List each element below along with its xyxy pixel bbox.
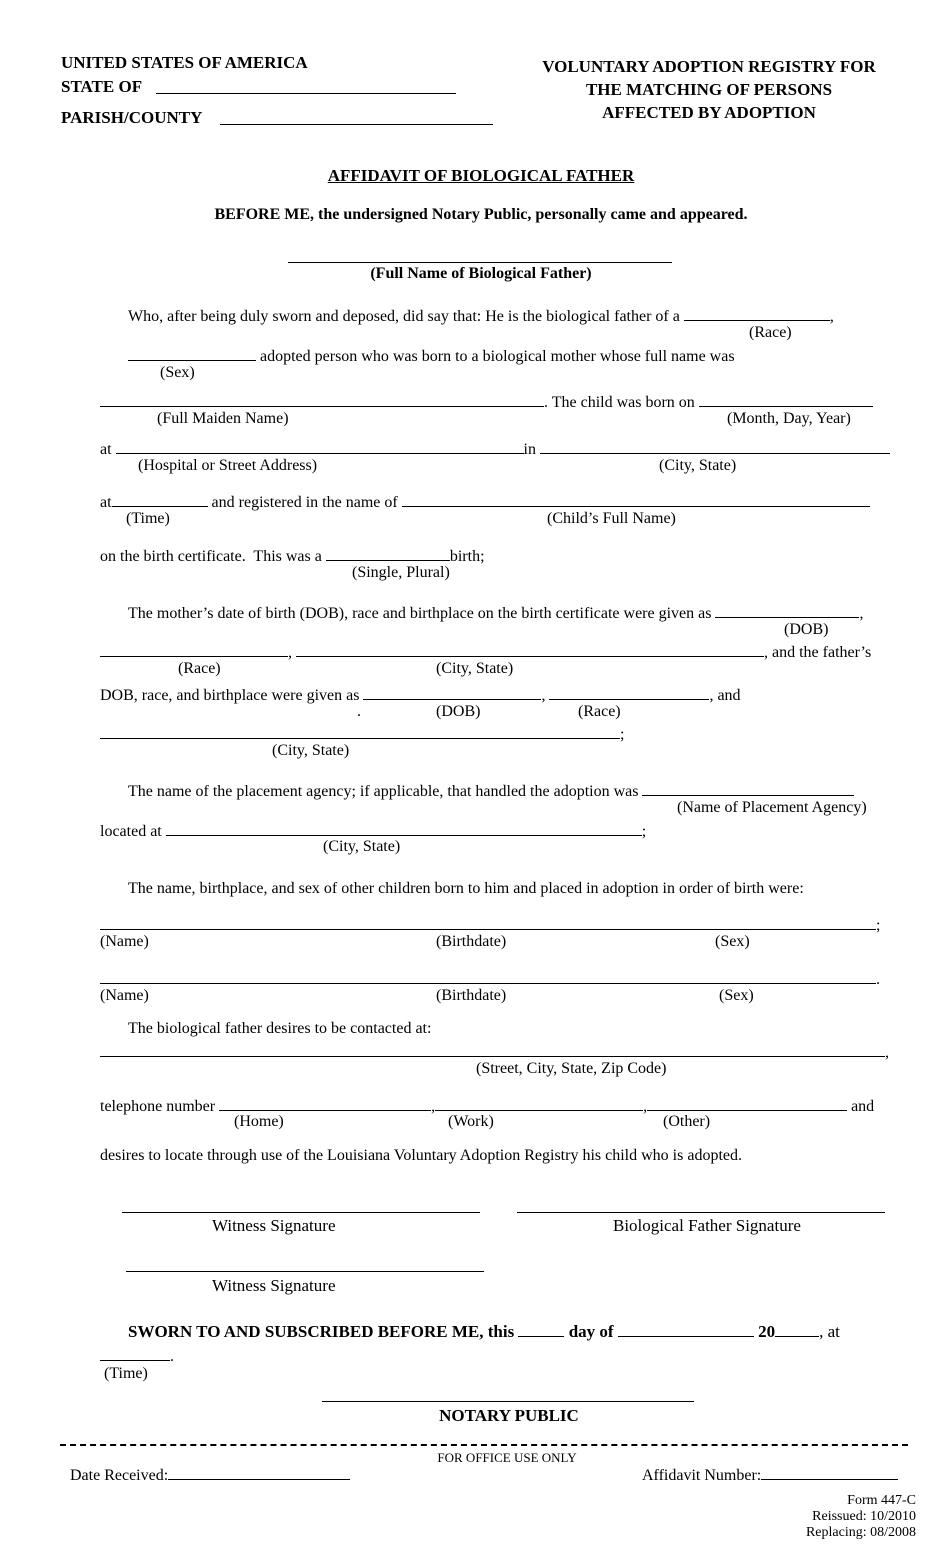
date-received-field[interactable] <box>168 1464 350 1480</box>
office-divider <box>60 1444 908 1446</box>
mother-race-label: (Race) <box>178 660 221 677</box>
mother-birthplace-field[interactable] <box>296 641 764 657</box>
sex-label: (Sex) <box>160 364 195 381</box>
p1-line4: at in <box>100 438 890 458</box>
child1-birthdate-label: (Birthdate) <box>436 933 507 950</box>
mother-dob-field[interactable] <box>715 602 859 618</box>
child1-name-label: (Name) <box>100 933 149 950</box>
time-label: (Time) <box>126 510 170 527</box>
child1-sex-label: (Sex) <box>715 933 750 950</box>
p3-line1: The name of the placement agency; if applicable, that handled the adoption was <box>128 780 854 800</box>
telephone-row: telephone number , , and <box>100 1095 874 1115</box>
sworn-day-field[interactable] <box>518 1320 564 1337</box>
sworn-time-label: (Time) <box>104 1365 148 1382</box>
child2-name-label: (Name) <box>100 987 149 1004</box>
state-label: STATE OF <box>61 77 143 96</box>
p2-line2: , , and the father’s <box>100 641 871 661</box>
race-label: (Race) <box>749 324 792 341</box>
office-heading: FOR OFFICE USE ONLY <box>437 1450 577 1465</box>
form-reissued: Reissued: 10/2010 <box>812 1509 916 1524</box>
state-field[interactable] <box>156 93 456 94</box>
father-name-label: (Full Name of Biological Father) <box>370 265 592 282</box>
p1-line5: at and registered in the name of <box>100 491 870 511</box>
intro-text: BEFORE ME, the undersigned Notary Public, personally came and appeared. <box>214 206 748 223</box>
mother-dob-label: (DOB) <box>784 621 829 638</box>
time-field[interactable] <box>112 491 208 507</box>
child-name-label: (Child’s Full Name) <box>547 510 676 527</box>
home-label: (Home) <box>234 1113 284 1130</box>
child2-row: . <box>100 968 880 988</box>
maiden-name-field[interactable] <box>100 391 544 407</box>
form-number: Form 447-C <box>847 1493 916 1508</box>
birth-date-field[interactable] <box>699 391 873 407</box>
contact-address-label: (Street, City, State, Zip Code) <box>476 1060 667 1077</box>
father-signature-line[interactable] <box>517 1212 885 1213</box>
header-country: UNITED STATES OF AMERICA <box>61 53 308 72</box>
child-name-field[interactable] <box>402 491 870 507</box>
sworn-year-field[interactable] <box>775 1320 819 1337</box>
father-birthplace-label: (City, State) <box>272 742 350 759</box>
birth-type-field[interactable] <box>326 545 450 561</box>
notary-label: NOTARY PUBLIC <box>439 1406 579 1425</box>
agency-location-label: (City, State) <box>323 838 401 855</box>
work-label: (Work) <box>448 1113 494 1130</box>
p1-line1: Who, after being duly sworn and deposed, did say that: He is the biological father of a , <box>128 305 834 325</box>
work-phone-field[interactable] <box>435 1095 643 1111</box>
p6-text: desires to locate through use of the Louisiana Voluntary Adoption Registry his child who is adopted. <box>100 1147 742 1164</box>
p2-line4: ; <box>100 723 624 743</box>
page-title: AFFIDAVIT OF BIOLOGICAL FATHER <box>327 166 635 185</box>
p2-line1: The mother’s date of birth (DOB), race and birthplace on the birth certificate were given as , <box>128 602 863 622</box>
child2-field[interactable] <box>100 968 876 984</box>
child1-row: ; <box>100 914 880 934</box>
birth-city-field[interactable] <box>540 438 890 454</box>
other-phone-field[interactable] <box>647 1095 847 1111</box>
birth-type-label: (Single, Plural) <box>352 564 450 581</box>
father-name-field[interactable] <box>288 262 672 263</box>
father-birthplace-field[interactable] <box>100 723 620 739</box>
stray-period: . <box>357 703 361 720</box>
parish-field[interactable] <box>220 124 493 125</box>
father-race-field[interactable] <box>549 684 709 700</box>
parish-label: PARISH/COUNTY <box>61 108 203 127</box>
father-dob-label: (DOB) <box>436 703 481 720</box>
sworn-time-row: . <box>100 1345 174 1365</box>
father-race-label: (Race) <box>578 703 621 720</box>
p4-text: The name, birthplace, and sex of other children born to him and placed in adoption in order of birth were: <box>128 880 804 897</box>
p2-line3: DOB, race, and birthplace were given as , , and <box>100 684 741 704</box>
sworn-row: SWORN TO AND SUBSCRIBED BEFORE ME, this day of 20 , at <box>128 1320 840 1340</box>
child2-birthdate-label: (Birthdate) <box>436 987 507 1004</box>
date-received-row: Date Received: <box>70 1464 350 1484</box>
father-signature-label: Biological Father Signature <box>613 1216 801 1235</box>
witness1-signature-line[interactable] <box>122 1212 480 1213</box>
registry-title-line3: AFFECTED BY ADOPTION <box>602 103 816 122</box>
hospital-label: (Hospital or Street Address) <box>138 457 318 474</box>
p5-text: The biological father desires to be contacted at: <box>128 1020 432 1037</box>
mother-race-field[interactable] <box>100 641 288 657</box>
affidavit-number-field[interactable] <box>761 1464 898 1480</box>
witness1-label: Witness Signature <box>212 1216 336 1235</box>
registry-title-line2: THE MATCHING OF PERSONS <box>585 80 833 99</box>
child1-field[interactable] <box>100 914 876 930</box>
other-label: (Other) <box>663 1113 711 1130</box>
p3-line2: located at ; <box>100 820 646 840</box>
hospital-field[interactable] <box>116 438 524 454</box>
maiden-name-label: (Full Maiden Name) <box>157 410 289 427</box>
sworn-time-field[interactable] <box>100 1345 170 1361</box>
home-phone-field[interactable] <box>219 1095 431 1111</box>
mother-birthplace-label: (City, State) <box>436 660 514 677</box>
registry-title-line1: VOLUNTARY ADOPTION REGISTRY FOR <box>542 57 876 76</box>
sex-field[interactable] <box>128 345 256 361</box>
birth-date-label: (Month, Day, Year) <box>727 410 851 427</box>
contact-address-field[interactable] <box>100 1041 885 1057</box>
p1-line2: adopted person who was born to a biological mother whose full name was <box>128 345 735 365</box>
p1-line6: on the birth certificate. This was a birth; <box>100 545 485 565</box>
notary-signature-line[interactable] <box>322 1401 694 1402</box>
witness2-signature-line[interactable] <box>126 1271 484 1272</box>
contact-address-row: , <box>100 1041 889 1061</box>
father-dob-field[interactable] <box>363 684 541 700</box>
p1-line3: . The child was born on <box>100 391 873 411</box>
birth-city-label: (City, State) <box>659 457 737 474</box>
form-replacing: Replacing: 08/2008 <box>805 1525 916 1540</box>
race-field[interactable] <box>684 305 830 321</box>
agency-name-label: (Name of Placement Agency) <box>677 799 867 816</box>
child2-sex-label: (Sex) <box>719 987 754 1004</box>
agency-location-field[interactable] <box>166 820 642 836</box>
witness2-label: Witness Signature <box>212 1276 336 1295</box>
agency-name-field[interactable] <box>642 780 854 796</box>
sworn-month-field[interactable] <box>618 1320 754 1337</box>
affidavit-number-row: Affidavit Number: <box>642 1464 898 1484</box>
